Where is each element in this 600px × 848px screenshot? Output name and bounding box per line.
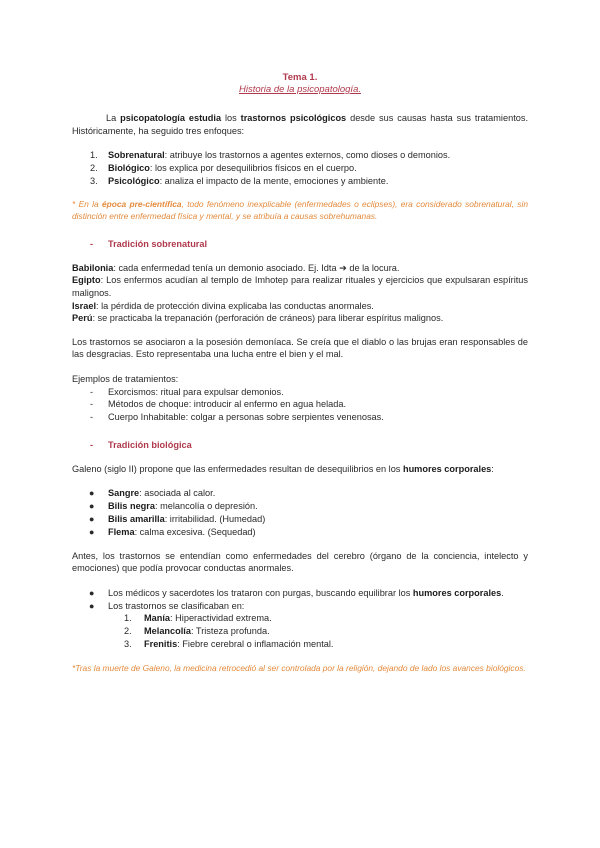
item-desc: : analiza el impacto de la mente, emociones y ambiente. — [159, 175, 389, 186]
list-item — [72, 398, 528, 411]
humor-name: Flema — [108, 526, 135, 537]
item-number: 3. — [124, 638, 132, 649]
tratamiento-list — [72, 587, 528, 613]
note-text-2: , todo fenómeno inexplicable (enfermedades o eclipses), era considerado sobrenatural, sin distinción entre enfermedad física y mental, y se atribuía a causas sobrehumanas. — [72, 199, 528, 222]
bullet-icon: ● — [89, 587, 95, 598]
item-number: 2. — [124, 626, 132, 637]
cultura-desc: : cada enfermedad tenía un demonio asociado. Ej. Idta ➔ de la locura. — [113, 262, 400, 273]
page-title: Tema 1. — [282, 72, 318, 83]
cultura-name: Perú — [72, 313, 93, 324]
dash-marker: - — [90, 386, 94, 397]
dash-marker: - — [90, 412, 94, 423]
list-item — [72, 513, 528, 526]
galeno-bold: humores corporales — [402, 463, 492, 474]
item-desc: : los explica por desequilibrios físicos en el cuerpo. — [149, 162, 357, 173]
ejemplos-heading: Ejemplos de tratamientos: — [72, 374, 179, 385]
item-text: Exorcismos: ritual para expulsar demonios. — [108, 386, 284, 397]
section-heading-biologica — [72, 439, 528, 452]
list-item — [72, 638, 528, 651]
cultura-desc: : Los enfermos acudían al templo de Imhotep para realizar rituales y ejercicios que expulsaran espíritus malignos. — [72, 275, 528, 299]
medicos-text-2: . — [501, 587, 504, 598]
humor-name: Bilis negra — [108, 501, 155, 512]
item-text: Métodos de choque: introducir al enfermo en agua helada. — [108, 399, 347, 410]
humor-desc: : calma excesiva. (Sequedad) — [134, 526, 256, 537]
clasif-sublist — [72, 612, 528, 650]
item-term: Sobrenatural — [108, 150, 165, 161]
cultura-name: Egipto — [72, 275, 101, 286]
list-item — [72, 175, 528, 188]
cultura-item — [72, 262, 528, 275]
bullet-icon: ● — [89, 501, 95, 512]
posesion-paragraph: Los trastornos se asociaron a la posesión demoníaca. Se creía que el diablo o las brujas eran responsables de las desgracias. Esto representaba una lucha entre el bien y el mal. — [72, 336, 528, 360]
item-desc: : Tristeza profunda. — [190, 626, 270, 637]
cultura-desc: : la pérdida de protección divina explicaba las conductas anormales. — [96, 300, 374, 311]
cultura-item — [72, 300, 528, 313]
note-bold: época pre-científica — [101, 199, 182, 210]
ejemplos-list — [72, 386, 528, 424]
title-block — [72, 72, 528, 96]
cerebro-paragraph: Antes, los trastornos se entendían como enfermedades del cerebro (órgano de la conciencia, intelecto y emociones) que podía provocar conductas anormales. — [72, 550, 528, 574]
note-galeno: *Tras la muerte de Galeno, la medicina retrocedió al ser controlada por la religión, dejando de lado los avances biológicos. — [72, 662, 526, 673]
bullet-icon: ● — [89, 600, 95, 611]
intro-paragraph — [72, 112, 528, 137]
list-item — [72, 526, 528, 539]
list-item — [72, 625, 528, 638]
list-item — [72, 587, 528, 600]
item-term: Manía — [144, 613, 171, 624]
section-title: Tradición biológica — [108, 439, 192, 450]
list-item — [72, 487, 528, 500]
clasif-text: Los trastornos se clasificaban en: — [108, 600, 245, 611]
section-heading-sobrenatural — [72, 238, 528, 251]
item-number: 1. — [124, 613, 132, 624]
item-term: Frenitis — [144, 638, 178, 649]
item-desc: : Fiebre cerebral o inflamación mental. — [177, 638, 334, 649]
culturas-block — [72, 262, 528, 325]
humor-name: Bilis amarilla — [108, 513, 165, 524]
galeno-text-2: : — [491, 463, 494, 474]
cultura-desc: : se practicaba la trepanación (perforación de cráneos) para liberar espíritus malignos. — [92, 313, 444, 324]
cultura-name: Babilonia — [72, 262, 114, 273]
list-item — [72, 386, 528, 399]
cultura-item — [72, 312, 528, 325]
item-number: 2. — [90, 162, 98, 173]
list-item — [72, 612, 528, 625]
list-item — [72, 600, 528, 613]
bullet-icon: ● — [89, 526, 95, 537]
item-number: 3. — [90, 175, 98, 186]
intro-text-1: La — [106, 113, 121, 123]
enfoques-list — [72, 149, 528, 187]
bullet-icon: ● — [89, 513, 95, 524]
intro-text-3: desde sus causas hasta sus tratamientos. Históricamente, ha seguido tres enfoques: — [72, 113, 528, 136]
section-dash: - — [90, 439, 94, 450]
cultura-name: Israel — [72, 300, 97, 311]
section-title: Tradición sobrenatural — [108, 238, 208, 249]
galeno-text-1: Galeno (siglo II) propone que las enfermedades resultan de desequilibrios en los — [72, 463, 403, 474]
intro-bold-1: psicopatología estudia — [120, 113, 222, 123]
item-term: Psicológico — [108, 175, 160, 186]
item-text: Cuerpo Inhabitable: colgar a personas sobre serpientes venenosas. — [108, 412, 384, 423]
humor-name: Sangre — [108, 488, 140, 499]
section-dash: - — [90, 238, 94, 249]
item-desc: : Hiperactividad extrema. — [170, 613, 272, 624]
humor-desc: : asociada al calor. — [139, 488, 216, 499]
humores-list — [72, 487, 528, 538]
dash-marker: - — [90, 399, 94, 410]
item-term: Biológico — [108, 162, 150, 173]
galeno-paragraph — [72, 463, 528, 476]
item-number: 1. — [90, 150, 98, 161]
cultura-item — [72, 274, 528, 299]
note-text-1: * En la — [72, 199, 102, 210]
ejemplos-block — [72, 373, 528, 424]
list-item — [72, 162, 528, 175]
medicos-bold: humores corporales — [412, 587, 502, 598]
medicos-text-1: Los médicos y sacerdotes los trataron con purgas, buscando equilibrar los — [108, 587, 413, 598]
item-term: Melancolía — [144, 626, 191, 637]
page-subtitle: Historia de la psicopatología. — [239, 84, 361, 95]
note-pre-cientifica — [72, 199, 528, 223]
list-item — [72, 500, 528, 513]
humor-desc: : irritabilidad. (Humedad) — [164, 513, 266, 524]
list-item — [72, 411, 528, 424]
item-desc: : atribuye los trastornos a agentes externos, como dioses o demonios. — [164, 150, 451, 161]
list-item — [72, 149, 528, 162]
document-page — [72, 72, 528, 675]
humor-desc: : melancolía o depresión. — [154, 501, 258, 512]
bullet-icon: ● — [89, 488, 95, 499]
intro-text-2: los — [221, 113, 241, 123]
intro-bold-2: trastornos psicológicos — [240, 113, 347, 123]
